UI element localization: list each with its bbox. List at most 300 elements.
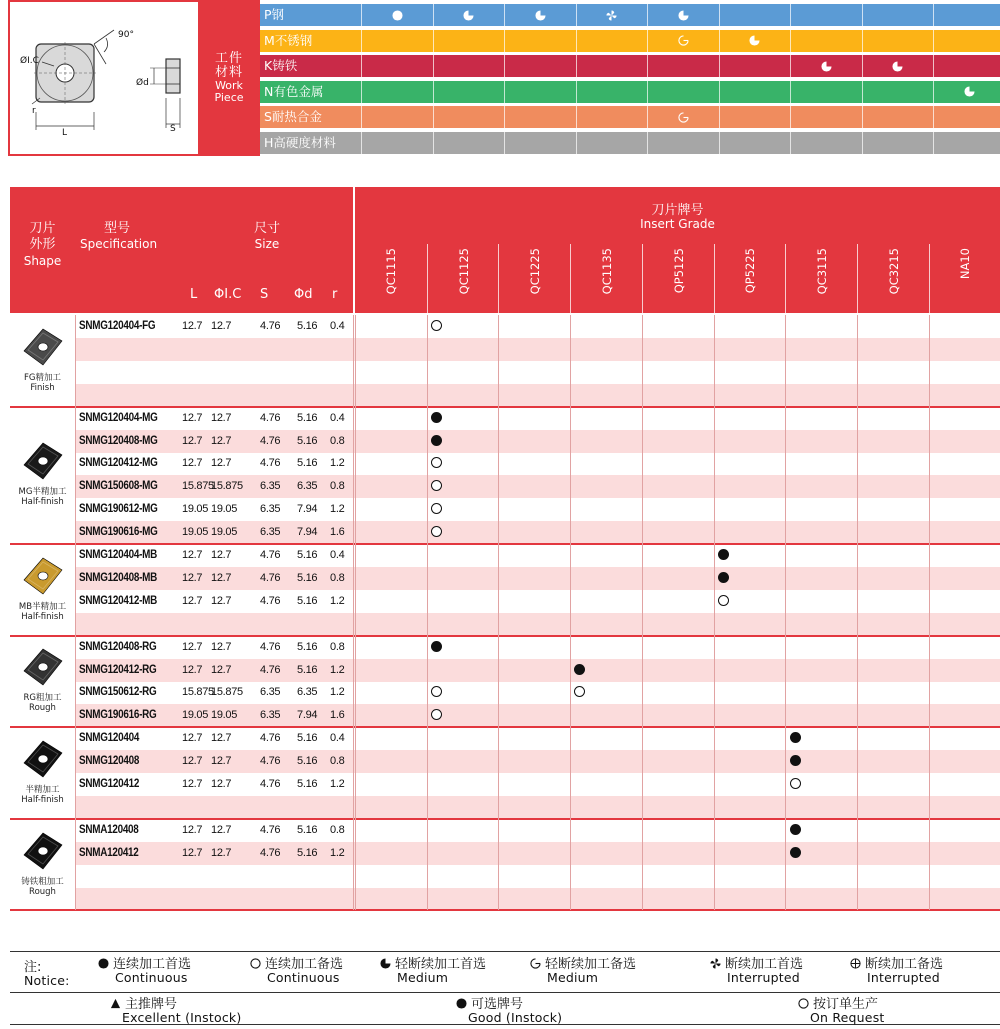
material-cell: [362, 81, 434, 103]
grid-line: [355, 315, 356, 910]
material-row: [260, 81, 1000, 103]
order-mark-icon: [431, 709, 442, 720]
dim-value-l: 12.7: [182, 778, 203, 790]
material-cell: [863, 55, 935, 77]
spec-code: SNMG120412-MG: [79, 457, 158, 470]
dim-value-s: 6.35: [260, 526, 281, 539]
grade-column-header: [427, 244, 500, 313]
dim-value-r: 1.2: [330, 663, 345, 676]
material-label: K铸铁: [260, 55, 362, 77]
material-cell: [577, 81, 649, 103]
shape-name: [10, 877, 75, 897]
material-cell: [362, 4, 434, 26]
interrupted-legend-icon: [710, 958, 721, 969]
shape-name-zh: RG粗加工: [23, 693, 62, 704]
spec-code: SNMG190612-MG: [79, 503, 158, 516]
dim-value-l: 19.05: [182, 709, 209, 722]
material-cell: [648, 132, 720, 154]
stock-item: [798, 998, 885, 1024]
shape-header: [10, 221, 75, 269]
material-cell: [505, 132, 577, 154]
dim-value-l: 19.05: [182, 503, 209, 516]
dim-value-r: 0.4: [330, 732, 345, 745]
medium-symbol-icon: [821, 61, 832, 72]
good-mark-icon: [718, 549, 729, 560]
stock-item: [110, 998, 241, 1024]
grid-line: [498, 315, 499, 910]
material-cell: [934, 4, 1000, 26]
grade-name: QP5225: [743, 248, 758, 294]
order-mark-icon: [431, 457, 442, 468]
table-row: [75, 819, 1000, 842]
legend-en: Continuous: [115, 970, 188, 985]
shape-name: [10, 373, 75, 393]
material-cell: [720, 81, 792, 103]
dim-value-r: 1.6: [330, 709, 345, 722]
notice-label-zh: 注:: [24, 960, 42, 975]
dim-value-s: 6.35: [260, 480, 281, 493]
legend-zh: 连续加工备选: [265, 957, 344, 972]
notice-label: [24, 961, 70, 987]
material-cell: [577, 132, 649, 154]
work-piece-zh-1: 工件: [214, 51, 243, 66]
dim-value-l: 12.7: [182, 663, 203, 676]
dim-value-l: 12.7: [182, 823, 203, 836]
shape-cell: [10, 636, 75, 728]
spec-code: SNMG120408-MB: [79, 571, 158, 584]
dim-value-l: 12.7: [182, 434, 203, 447]
triangle-stock-icon: [110, 998, 121, 1009]
grade-column-header: [355, 244, 427, 313]
order-mark-icon: [718, 595, 729, 606]
shape-name-en: Rough: [29, 886, 56, 897]
material-label: S耐热合金: [260, 106, 362, 128]
dim-value-r: 1.2: [330, 686, 345, 699]
order-mark-icon: [431, 480, 442, 491]
spec-header-zh: 型号: [104, 221, 131, 236]
material-cell: [505, 106, 577, 128]
size-header: [242, 221, 292, 251]
dim-value-ic: 12.7: [211, 732, 232, 745]
material-cell: [362, 30, 434, 52]
material-row: [260, 55, 1000, 77]
dim-header-2: S: [260, 287, 269, 302]
table-row: [75, 773, 1000, 796]
legend-en: Medium: [397, 970, 449, 985]
dim-value-d: 6.35: [297, 686, 318, 699]
grid-line: [353, 315, 354, 910]
medium-alt-symbol-icon: [678, 35, 689, 46]
notice-label-en: Notice:: [24, 973, 70, 988]
spec-code: SNMG120412-MB: [79, 594, 158, 607]
table-row: [75, 842, 1000, 865]
table-row: [75, 567, 1000, 590]
dim-value-s: 4.76: [260, 411, 281, 424]
good-stock-icon: [456, 998, 467, 1009]
stock-zh: 主推牌号: [125, 997, 178, 1012]
spec-code: SNMG120412: [79, 778, 140, 790]
insert-dimension-diagram: [8, 0, 198, 156]
table-row: [75, 659, 1000, 682]
dim-value-l: 12.7: [182, 640, 203, 653]
material-cell: [434, 81, 506, 103]
shape-name-zh: MG半精加工: [18, 487, 67, 498]
dim-header-1: ΦI.C: [214, 287, 242, 302]
dim-value-s: 4.76: [260, 640, 281, 653]
shape-name-en: Half-finish: [21, 497, 64, 508]
work-piece-section: [8, 0, 1000, 158]
grade-column-header: [642, 244, 715, 313]
dim-value-r: 0.8: [330, 571, 345, 584]
material-cell: [791, 81, 863, 103]
dim-header-4: r: [332, 287, 338, 302]
legend-zh: 断续加工备选: [865, 957, 944, 972]
material-cell: [648, 55, 720, 77]
dim-value-r: 1.2: [330, 503, 345, 516]
table-row: [75, 590, 1000, 613]
grade-name: QC1125: [456, 248, 471, 295]
grid-line: [929, 315, 930, 910]
spec-code: SNMG120404-FG: [79, 320, 156, 332]
ic-label: ØI.C: [20, 56, 39, 66]
medium-legend-icon: [380, 958, 391, 969]
insert-rg-icon: [22, 647, 64, 687]
material-cell: [648, 81, 720, 103]
stock-zh: 按订单生产: [813, 997, 879, 1012]
material-cell: [434, 106, 506, 128]
dim-value-ic: 19.05: [211, 709, 238, 722]
interrupted-alt-legend-icon: [850, 958, 861, 969]
dim-value-ic: 12.7: [211, 320, 232, 332]
dim-value-ic: 12.7: [211, 823, 232, 836]
table-row: [75, 430, 1000, 453]
legend-item: [380, 958, 486, 984]
material-cell: [434, 4, 506, 26]
spec-code: SNMA120408: [79, 823, 139, 836]
medium-alt-legend-icon: [530, 958, 541, 969]
material-label: P钢: [260, 4, 362, 26]
dim-value-s: 6.35: [260, 686, 281, 699]
spec-code: SNMG190616-RG: [79, 709, 157, 722]
order-stock-icon: [798, 998, 809, 1009]
table-row: [75, 750, 1000, 773]
interrupted-symbol-icon: [606, 10, 617, 21]
dim-value-d: 7.94: [297, 709, 318, 722]
material-cell: [934, 106, 1000, 128]
order-mark-icon: [790, 778, 801, 789]
material-cell: [505, 55, 577, 77]
order-legend-icon: [250, 958, 261, 969]
dim-value-d: 5.16: [297, 823, 318, 836]
dim-value-l: 15.875: [182, 686, 214, 699]
grade-name: QC3115: [815, 248, 830, 295]
material-cell: [577, 30, 649, 52]
dim-value-ic: 19.05: [211, 503, 238, 516]
grid-line: [714, 315, 715, 910]
dim-value-ic: 12.7: [211, 411, 232, 424]
insert-mg-icon: [22, 441, 64, 481]
dim-value-l: 12.7: [182, 549, 203, 561]
table-row: [75, 475, 1000, 498]
material-cell: [934, 132, 1000, 154]
table-row: [75, 636, 1000, 659]
spec-code: SNMG120404-MB: [79, 549, 158, 561]
size-header-zh: 尺寸: [253, 221, 280, 236]
good-mark-icon: [574, 664, 585, 675]
legend-item: [250, 958, 343, 984]
dim-header-0: L: [190, 287, 198, 302]
table-row: [75, 384, 1000, 407]
dim-value-r: 0.8: [330, 823, 345, 836]
dim-value-ic: 12.7: [211, 549, 232, 561]
material-cell: [720, 4, 792, 26]
material-cell: [648, 4, 720, 26]
grade-name: QC1115: [383, 248, 398, 295]
material-cell: [863, 4, 935, 26]
material-cell: [791, 106, 863, 128]
dim-value-r: 0.4: [330, 411, 345, 424]
shape-name-en: Rough: [29, 703, 56, 714]
good-mark-icon: [431, 641, 442, 652]
dim-value-d: 5.16: [297, 640, 318, 653]
dim-value-r: 1.6: [330, 526, 345, 539]
grid-line: [75, 315, 76, 910]
insert-mb-icon: [22, 556, 64, 596]
medium-symbol-icon: [678, 10, 689, 21]
grid-line: [642, 315, 643, 910]
material-cell: [934, 81, 1000, 103]
good-legend-icon: [98, 958, 109, 969]
shape-cell: [10, 315, 75, 407]
material-cell: [720, 106, 792, 128]
order-mark-icon: [431, 320, 442, 331]
dim-value-ic: 12.7: [211, 755, 232, 768]
spec-code: SNMA120412: [79, 846, 139, 859]
stock-item: [456, 998, 562, 1024]
dim-value-s: 4.76: [260, 846, 281, 859]
medium-symbol-icon: [535, 10, 546, 21]
grid-line: [427, 315, 428, 910]
material-label: M不锈钢: [260, 30, 362, 52]
dim-value-d: 5.16: [297, 411, 318, 424]
dim-value-s: 4.76: [260, 778, 281, 790]
grade-column-header: [857, 244, 930, 313]
material-cell: [720, 30, 792, 52]
stock-en: Good (Instock): [468, 1010, 563, 1025]
r-label: r: [32, 106, 36, 116]
insert-half-finish-icon: [22, 739, 64, 779]
table-row: [75, 796, 1000, 819]
grade-name: QC1135: [599, 248, 614, 295]
material-cell: [648, 30, 720, 52]
legend-zh: 轻断续加工备选: [545, 957, 637, 972]
medium-alt-symbol-icon: [678, 112, 689, 123]
good-mark-icon: [431, 435, 442, 446]
shape-name-zh: MB半精加工: [18, 601, 67, 612]
dim-value-ic: 12.7: [211, 640, 232, 653]
material-cell: [720, 132, 792, 154]
shape-name: [10, 602, 75, 622]
dim-value-ic: 12.7: [211, 778, 232, 790]
size-header-en: Size: [254, 237, 280, 251]
material-cell: [791, 30, 863, 52]
spec-header: [80, 221, 157, 251]
grade-name: QP5125: [671, 248, 686, 294]
good-symbol-icon: [392, 10, 403, 21]
dim-value-s: 4.76: [260, 549, 281, 561]
dim-value-r: 1.2: [330, 778, 345, 790]
dim-value-ic: 12.7: [211, 434, 232, 447]
shape-name: [10, 785, 75, 805]
shape-name: [10, 693, 75, 713]
material-cell: [577, 55, 649, 77]
good-mark-icon: [790, 755, 801, 766]
material-cell: [791, 132, 863, 154]
dim-value-ic: 12.7: [211, 571, 232, 584]
table-row: [75, 521, 1000, 544]
material-cell: [863, 132, 935, 154]
table-row: [75, 888, 1000, 911]
material-row: [260, 106, 1000, 128]
s-label: S: [170, 124, 176, 134]
material-cell: [362, 106, 434, 128]
grid-line: [785, 315, 786, 910]
material-cell: [863, 81, 935, 103]
dim-value-s: 4.76: [260, 571, 281, 584]
table-row: [75, 681, 1000, 704]
dim-value-r: 0.8: [330, 640, 345, 653]
order-mark-icon: [431, 526, 442, 537]
material-cell: [577, 4, 649, 26]
grade-column-header: [929, 244, 1000, 313]
material-label: H高硬度材料: [260, 132, 362, 154]
shape-name-zh: 半精加工: [25, 784, 60, 795]
table-row: [75, 704, 1000, 727]
spec-header-en: Specification: [80, 237, 158, 251]
grid-line: [857, 315, 858, 910]
dim-value-r: 0.4: [330, 320, 345, 332]
table-row: [75, 361, 1000, 384]
spec-code: SNMG120404-MG: [79, 411, 158, 424]
medium-symbol-icon: [892, 61, 903, 72]
order-mark-icon: [431, 503, 442, 514]
dim-value-l: 12.7: [182, 594, 203, 607]
dim-value-d: 7.94: [297, 503, 318, 516]
dim-value-r: 1.2: [330, 594, 345, 607]
shape-name-en: Finish: [30, 382, 55, 393]
material-row: [260, 30, 1000, 52]
shape-name-zh: FG精加工: [24, 372, 61, 383]
shape-cell: [10, 544, 75, 636]
stock-en: On Request: [810, 1010, 885, 1025]
good-mark-icon: [431, 412, 442, 423]
order-mark-icon: [431, 686, 442, 697]
dim-value-s: 4.76: [260, 663, 281, 676]
dim-value-r: 0.8: [330, 434, 345, 447]
material-cell: [863, 106, 935, 128]
dim-value-l: 12.7: [182, 411, 203, 424]
dim-value-ic: 15.875: [211, 480, 243, 493]
dim-header-3: Φd: [294, 287, 313, 302]
material-cell: [648, 106, 720, 128]
dim-value-r: 1.2: [330, 846, 345, 859]
notice-divider: [10, 992, 1000, 993]
dim-value-s: 4.76: [260, 755, 281, 768]
l-label: L: [62, 128, 68, 138]
material-cell: [505, 81, 577, 103]
good-mark-icon: [790, 824, 801, 835]
legend-item: [98, 958, 191, 984]
insert-fg-icon: [22, 327, 64, 367]
table-row: [75, 452, 1000, 475]
material-cell: [362, 132, 434, 154]
shape-cell: [10, 407, 75, 544]
material-cell: [505, 4, 577, 26]
material-cell: [577, 106, 649, 128]
table-row: [75, 613, 1000, 636]
angle-label: 90°: [118, 30, 134, 40]
dim-value-l: 12.7: [182, 457, 203, 470]
dim-value-s: 4.76: [260, 594, 281, 607]
shape-name-en: Half-finish: [21, 611, 64, 622]
legend-en: Continuous: [267, 970, 340, 985]
dim-value-ic: 15.875: [211, 686, 243, 699]
notice-legend: [10, 951, 1000, 1025]
grade-header-en: Insert Grade: [640, 217, 715, 231]
dim-value-d: 5.16: [297, 594, 318, 607]
grade-column-header: [570, 244, 643, 313]
legend-zh: 连续加工首选: [113, 957, 192, 972]
material-row: [260, 4, 1000, 26]
grade-name: QC3215: [886, 248, 901, 295]
work-piece-label: [198, 0, 260, 156]
dim-value-l: 12.7: [182, 320, 203, 332]
dim-value-d: 7.94: [297, 526, 318, 539]
shape-name: [10, 487, 75, 507]
table-row: [75, 407, 1000, 430]
shape-header-zh-2: 外形: [29, 237, 56, 252]
material-cell: [434, 132, 506, 154]
dim-value-ic: 19.05: [211, 526, 238, 539]
spec-code: SNMG120412-RG: [79, 663, 157, 676]
spec-code: SNMG190616-MG: [79, 526, 158, 539]
dim-value-s: 6.35: [260, 503, 281, 516]
stock-en: Excellent (Instock): [122, 1010, 242, 1025]
dim-value-r: 1.2: [330, 457, 345, 470]
dim-value-r: 0.8: [330, 480, 345, 493]
good-mark-icon: [790, 732, 801, 743]
insert-cast-iron-icon: [22, 831, 64, 871]
dim-value-l: 12.7: [182, 732, 203, 745]
medium-symbol-icon: [964, 86, 975, 97]
spec-code: SNMG150608-MG: [79, 480, 158, 493]
table-row: [75, 315, 1000, 338]
order-mark-icon: [574, 686, 585, 697]
legend-item: [850, 958, 943, 984]
legend-zh: 断续加工首选: [725, 957, 804, 972]
legend-item: [530, 958, 636, 984]
material-cell: [434, 30, 506, 52]
dim-value-d: 5.16: [297, 457, 318, 470]
dim-value-ic: 12.7: [211, 457, 232, 470]
dim-value-s: 4.76: [260, 732, 281, 745]
spec-code: SNMG120408-RG: [79, 640, 157, 653]
legend-item: [710, 958, 803, 984]
dim-value-l: 12.7: [182, 571, 203, 584]
dim-value-d: 5.16: [297, 320, 318, 332]
material-label: N有色金属: [260, 81, 362, 103]
good-mark-icon: [790, 847, 801, 858]
